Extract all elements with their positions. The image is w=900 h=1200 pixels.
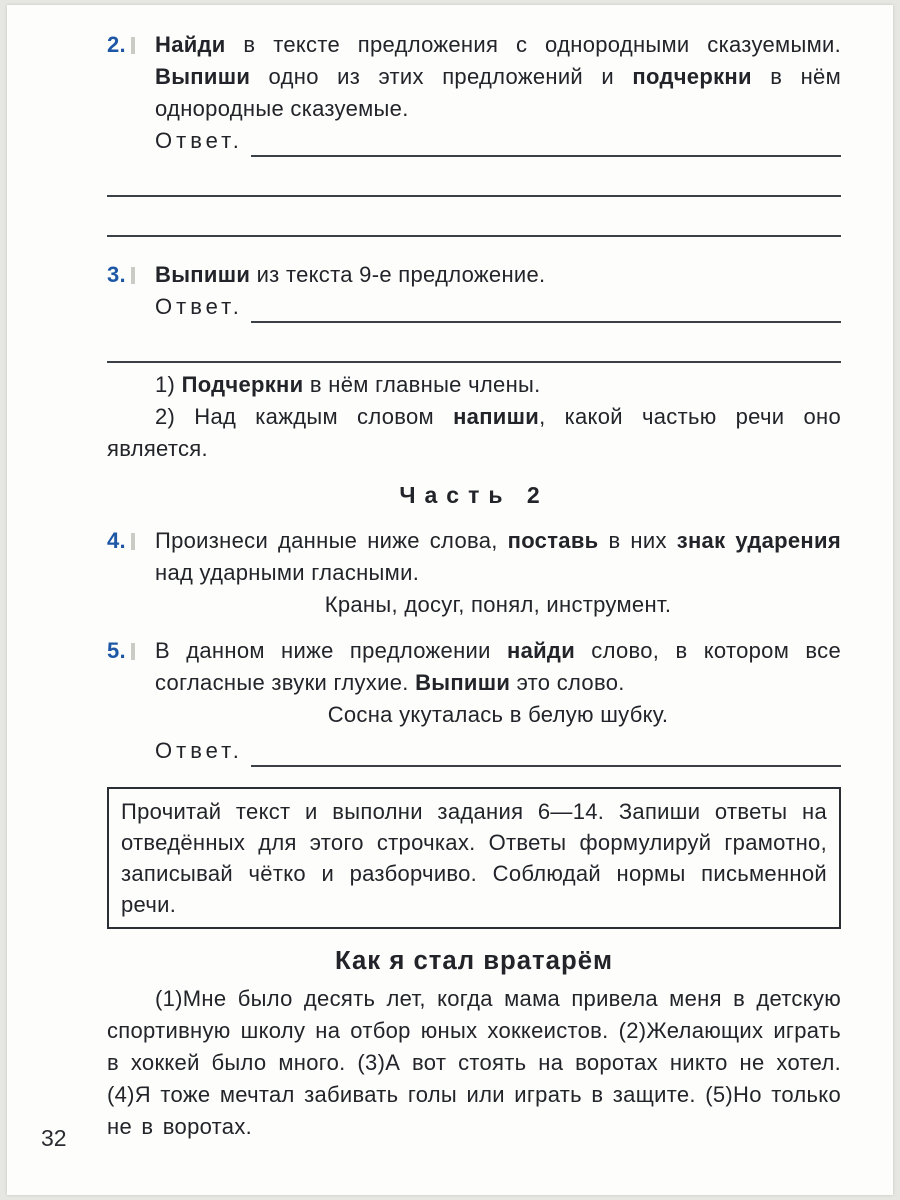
task-5-answer-row <box>155 735 841 767</box>
task-4-text: Произнеси данные ниже слова, поставь в них знак ударения над ударными гласными. <box>155 528 841 585</box>
task-2-number-col <box>107 29 155 157</box>
task-4-number-col <box>107 525 155 621</box>
answer-write-line-full <box>107 157 841 197</box>
task-5-text: В данном ниже предложении найди слово, в котором все согласные звуки глухие. Выпиши это слово. <box>155 638 841 695</box>
task-3 <box>107 259 841 323</box>
task-number-tick <box>131 643 135 660</box>
task-5-body <box>155 635 841 767</box>
task-2-number: 2. <box>107 32 126 57</box>
task-3-number: 3. <box>107 262 126 287</box>
task-4-number: 4. <box>107 528 126 553</box>
task-3-body <box>155 259 841 323</box>
workbook-page <box>7 5 893 1195</box>
instruction-box-text: Прочитай текст и выполни задания 6—14. Запиши ответы на отведённых для этого строчках. Ответы формулируй грамотно, записывай чётко и разборчиво. Соблюдай нормы письменной речи. <box>121 799 827 917</box>
task-5-number: 5. <box>107 638 126 663</box>
answer-label: Ответ. <box>155 294 243 319</box>
task-2-body <box>155 29 841 157</box>
task-4-body <box>155 525 841 621</box>
task-3-subitems <box>107 369 841 465</box>
task-3-subitem-1: 1) Подчеркни в нём главные члены. <box>155 372 541 397</box>
story-paragraph: (1)Мне было десять лет, когда мама привела меня в детскую спортивную школу на отбор юных хоккеистов. (2)Желающих играть в хоккей было много. (3)А вот стоять на воротах никто не хотел. (4)Я тоже мечтал забивать голы или играть в защите. (5)Но только не в воротах. <box>107 986 841 1139</box>
task-number-tick <box>131 533 135 550</box>
task-3-answer-row <box>155 291 841 323</box>
answer-write-line <box>251 291 841 323</box>
task-4 <box>107 525 841 621</box>
task-number-tick <box>131 37 135 54</box>
answer-label: Ответ. <box>155 128 243 153</box>
task-3-text: Выпиши из текста 9-е предложение. <box>155 262 546 287</box>
task-3-number-col <box>107 259 155 323</box>
part-2-heading: Часть 2 <box>399 482 549 508</box>
task-5-number-col <box>107 635 155 767</box>
answer-label: Ответ. <box>155 738 243 763</box>
answer-write-line <box>251 125 841 157</box>
task-2 <box>107 29 841 157</box>
task-4-words-line: Краны, досуг, понял, инструмент. <box>324 592 672 617</box>
page-number: 32 <box>41 1125 67 1151</box>
task-number-tick <box>131 267 135 284</box>
task-2-answer-row <box>155 125 841 157</box>
instruction-box <box>107 787 841 929</box>
task-5-sentence-line: Сосна укуталась в белую шубку. <box>327 702 669 727</box>
answer-write-line-full <box>107 323 841 363</box>
answer-write-line <box>251 735 841 767</box>
answer-write-line-full <box>107 197 841 237</box>
task-3-subitem-2: 2) Над каждым словом напиши, какой частью речи оно является. <box>107 404 841 461</box>
story-title: Как я стал вратарём <box>334 947 614 975</box>
page-content <box>7 5 893 1143</box>
task-5 <box>107 635 841 767</box>
task-2-text: Найди в тексте предложения с однородными сказуемыми. Выпиши одно из этих предложений и подчеркни в нём однородные сказуемые. <box>155 32 841 121</box>
